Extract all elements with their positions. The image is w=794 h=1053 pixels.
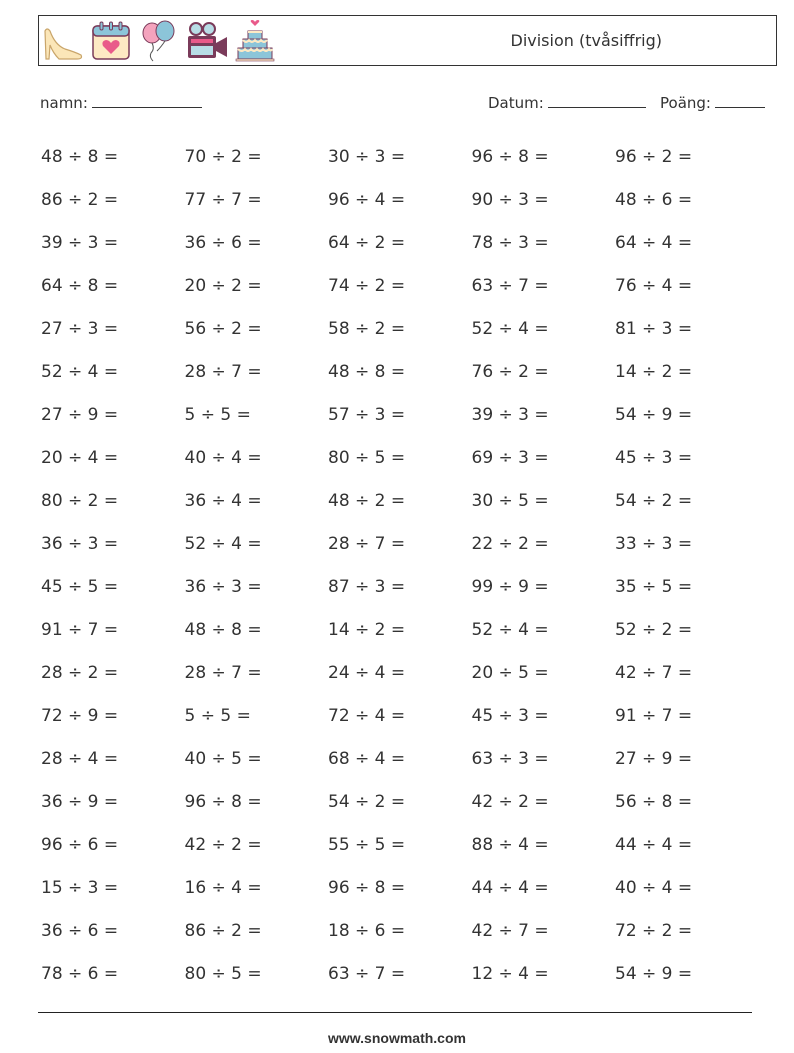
division-problem: 30 ÷ 3 =: [328, 146, 406, 167]
division-problem: 28 ÷ 7 =: [184, 361, 262, 382]
division-problem: 15 ÷ 3 =: [41, 877, 119, 898]
division-problem: 90 ÷ 3 =: [471, 189, 549, 210]
name-field: [40, 93, 202, 112]
division-problem: 54 ÷ 9 =: [615, 404, 693, 425]
footer-divider: [38, 1012, 752, 1013]
division-problem: 40 ÷ 4 =: [615, 877, 693, 898]
division-problem: 39 ÷ 3 =: [471, 404, 549, 425]
wedding-cake-icon: [233, 19, 277, 63]
division-problem: 42 ÷ 2 =: [471, 791, 549, 812]
division-problem: 64 ÷ 8 =: [41, 275, 119, 296]
division-problem: 22 ÷ 2 =: [471, 533, 549, 554]
division-problem: 69 ÷ 3 =: [471, 447, 549, 468]
division-problem: 27 ÷ 9 =: [41, 404, 119, 425]
division-problem: 72 ÷ 9 =: [41, 705, 119, 726]
problem-row: [41, 608, 759, 651]
division-problem: 96 ÷ 2 =: [615, 146, 693, 167]
division-problem: 76 ÷ 4 =: [615, 275, 693, 296]
division-problem: 45 ÷ 5 =: [41, 576, 119, 597]
problem-row: [41, 178, 759, 221]
division-problem: 63 ÷ 3 =: [471, 748, 549, 769]
division-problem: 52 ÷ 4 =: [471, 619, 549, 640]
problem-row: [41, 952, 759, 995]
division-problem: 16 ÷ 4 =: [184, 877, 262, 898]
division-problem: 20 ÷ 5 =: [471, 662, 549, 683]
division-problem: 72 ÷ 4 =: [328, 705, 406, 726]
worksheet-title: Division (tvåsiffrig): [510, 31, 662, 50]
division-problem: 56 ÷ 8 =: [615, 791, 693, 812]
division-problem: 52 ÷ 4 =: [471, 318, 549, 339]
division-problem: 58 ÷ 2 =: [328, 318, 406, 339]
division-problem: 40 ÷ 4 =: [184, 447, 262, 468]
division-problem: 86 ÷ 2 =: [41, 189, 119, 210]
problem-row: [41, 694, 759, 737]
division-problem: 78 ÷ 6 =: [41, 963, 119, 984]
division-problem: 36 ÷ 6 =: [184, 232, 262, 253]
problem-row: [41, 221, 759, 264]
problem-row: [41, 651, 759, 694]
division-problem: 76 ÷ 2 =: [471, 361, 549, 382]
division-problem: 96 ÷ 8 =: [184, 791, 262, 812]
division-problem: 48 ÷ 6 =: [615, 189, 693, 210]
division-problem: 96 ÷ 8 =: [328, 877, 406, 898]
division-problem: 68 ÷ 4 =: [328, 748, 406, 769]
division-problem: 54 ÷ 2 =: [615, 490, 693, 511]
problem-row: [41, 479, 759, 522]
problem-row: [41, 909, 759, 952]
date-label: Datum:: [488, 94, 544, 112]
division-problem: 24 ÷ 4 =: [328, 662, 406, 683]
problem-row: [41, 350, 759, 393]
division-problem: 28 ÷ 7 =: [184, 662, 262, 683]
problem-row: [41, 780, 759, 823]
division-problem: 42 ÷ 7 =: [615, 662, 693, 683]
division-problem: 45 ÷ 3 =: [471, 705, 549, 726]
division-problem: 5 ÷ 5 =: [184, 404, 251, 425]
division-problem: 91 ÷ 7 =: [615, 705, 693, 726]
division-problem: 12 ÷ 4 =: [471, 963, 549, 984]
division-problem: 48 ÷ 2 =: [328, 490, 406, 511]
division-problem: 44 ÷ 4 =: [615, 834, 693, 855]
name-label: namn:: [40, 94, 88, 112]
division-problem: 45 ÷ 3 =: [615, 447, 693, 468]
division-problem: 14 ÷ 2 =: [328, 619, 406, 640]
balloons-icon: [137, 19, 181, 63]
division-problem: 64 ÷ 2 =: [328, 232, 406, 253]
division-problem: 52 ÷ 2 =: [615, 619, 693, 640]
problem-row: [41, 737, 759, 780]
division-problem: 63 ÷ 7 =: [328, 963, 406, 984]
problem-row: [41, 522, 759, 565]
division-problem: 52 ÷ 4 =: [184, 533, 262, 554]
division-problem: 36 ÷ 6 =: [41, 920, 119, 941]
problem-row: [41, 823, 759, 866]
high-heel-shoe-icon: [41, 19, 85, 63]
date-input-line[interactable]: [548, 93, 646, 108]
division-problem: 27 ÷ 3 =: [41, 318, 119, 339]
name-input-line[interactable]: [92, 93, 202, 108]
division-problem: 42 ÷ 2 =: [184, 834, 262, 855]
division-problem: 96 ÷ 6 =: [41, 834, 119, 855]
score-label: Poäng:: [660, 94, 711, 112]
division-problem: 36 ÷ 9 =: [41, 791, 119, 812]
problem-row: [41, 436, 759, 479]
division-problem: 80 ÷ 5 =: [184, 963, 262, 984]
division-problem: 52 ÷ 4 =: [41, 361, 119, 382]
division-problem: 27 ÷ 9 =: [615, 748, 693, 769]
division-problem: 81 ÷ 3 =: [615, 318, 693, 339]
division-problem: 63 ÷ 7 =: [471, 275, 549, 296]
division-problem: 86 ÷ 2 =: [184, 920, 262, 941]
division-problem: 30 ÷ 5 =: [471, 490, 549, 511]
division-problem: 77 ÷ 7 =: [184, 189, 262, 210]
division-problem: 72 ÷ 2 =: [615, 920, 693, 941]
division-problem: 87 ÷ 3 =: [328, 576, 406, 597]
score-field: [660, 93, 765, 112]
division-problem: 56 ÷ 2 =: [184, 318, 262, 339]
division-problem: 36 ÷ 3 =: [184, 576, 262, 597]
score-input-line[interactable]: [715, 93, 765, 108]
division-problem: 80 ÷ 5 =: [328, 447, 406, 468]
division-problem: 42 ÷ 7 =: [471, 920, 549, 941]
division-problem: 54 ÷ 2 =: [328, 791, 406, 812]
division-problem: 74 ÷ 2 =: [328, 275, 406, 296]
division-problem: 48 ÷ 8 =: [328, 361, 406, 382]
division-problem: 70 ÷ 2 =: [184, 146, 262, 167]
problem-row: [41, 565, 759, 608]
problem-row: [41, 264, 759, 307]
footer-url: www.snowmath.com: [328, 1030, 466, 1046]
division-problem: 28 ÷ 7 =: [328, 533, 406, 554]
division-problem: 18 ÷ 6 =: [328, 920, 406, 941]
division-problem: 57 ÷ 3 =: [328, 404, 406, 425]
division-problem: 44 ÷ 4 =: [471, 877, 549, 898]
division-problem: 35 ÷ 5 =: [615, 576, 693, 597]
division-problem: 39 ÷ 3 =: [41, 232, 119, 253]
division-problem: 64 ÷ 4 =: [615, 232, 693, 253]
worksheet-header: [38, 15, 777, 66]
division-problem: 54 ÷ 9 =: [615, 963, 693, 984]
division-problem: 20 ÷ 4 =: [41, 447, 119, 468]
division-problem: 28 ÷ 2 =: [41, 662, 119, 683]
problem-row: [41, 135, 759, 178]
problem-row: [41, 866, 759, 909]
date-field: [488, 93, 646, 112]
division-problem: 99 ÷ 9 =: [471, 576, 549, 597]
division-problem: 91 ÷ 7 =: [41, 619, 119, 640]
problem-row: [41, 393, 759, 436]
division-problem: 96 ÷ 8 =: [471, 146, 549, 167]
division-problem: 80 ÷ 2 =: [41, 490, 119, 511]
division-problem: 33 ÷ 3 =: [615, 533, 693, 554]
problem-row: [41, 307, 759, 350]
division-problem: 5 ÷ 5 =: [184, 705, 251, 726]
division-problem: 55 ÷ 5 =: [328, 834, 406, 855]
division-problem: 48 ÷ 8 =: [184, 619, 262, 640]
division-problem: 48 ÷ 8 =: [41, 146, 119, 167]
division-problem: 14 ÷ 2 =: [615, 361, 693, 382]
division-problem: 28 ÷ 4 =: [41, 748, 119, 769]
division-problem: 36 ÷ 3 =: [41, 533, 119, 554]
division-problem: 78 ÷ 3 =: [471, 232, 549, 253]
video-camera-icon: [185, 19, 229, 63]
icon-strip: [41, 19, 277, 63]
problem-grid: [41, 135, 759, 995]
division-problem: 88 ÷ 4 =: [471, 834, 549, 855]
division-problem: 20 ÷ 2 =: [184, 275, 262, 296]
division-problem: 40 ÷ 5 =: [184, 748, 262, 769]
division-problem: 96 ÷ 4 =: [328, 189, 406, 210]
division-problem: 36 ÷ 4 =: [184, 490, 262, 511]
calendar-heart-icon: [89, 19, 133, 63]
